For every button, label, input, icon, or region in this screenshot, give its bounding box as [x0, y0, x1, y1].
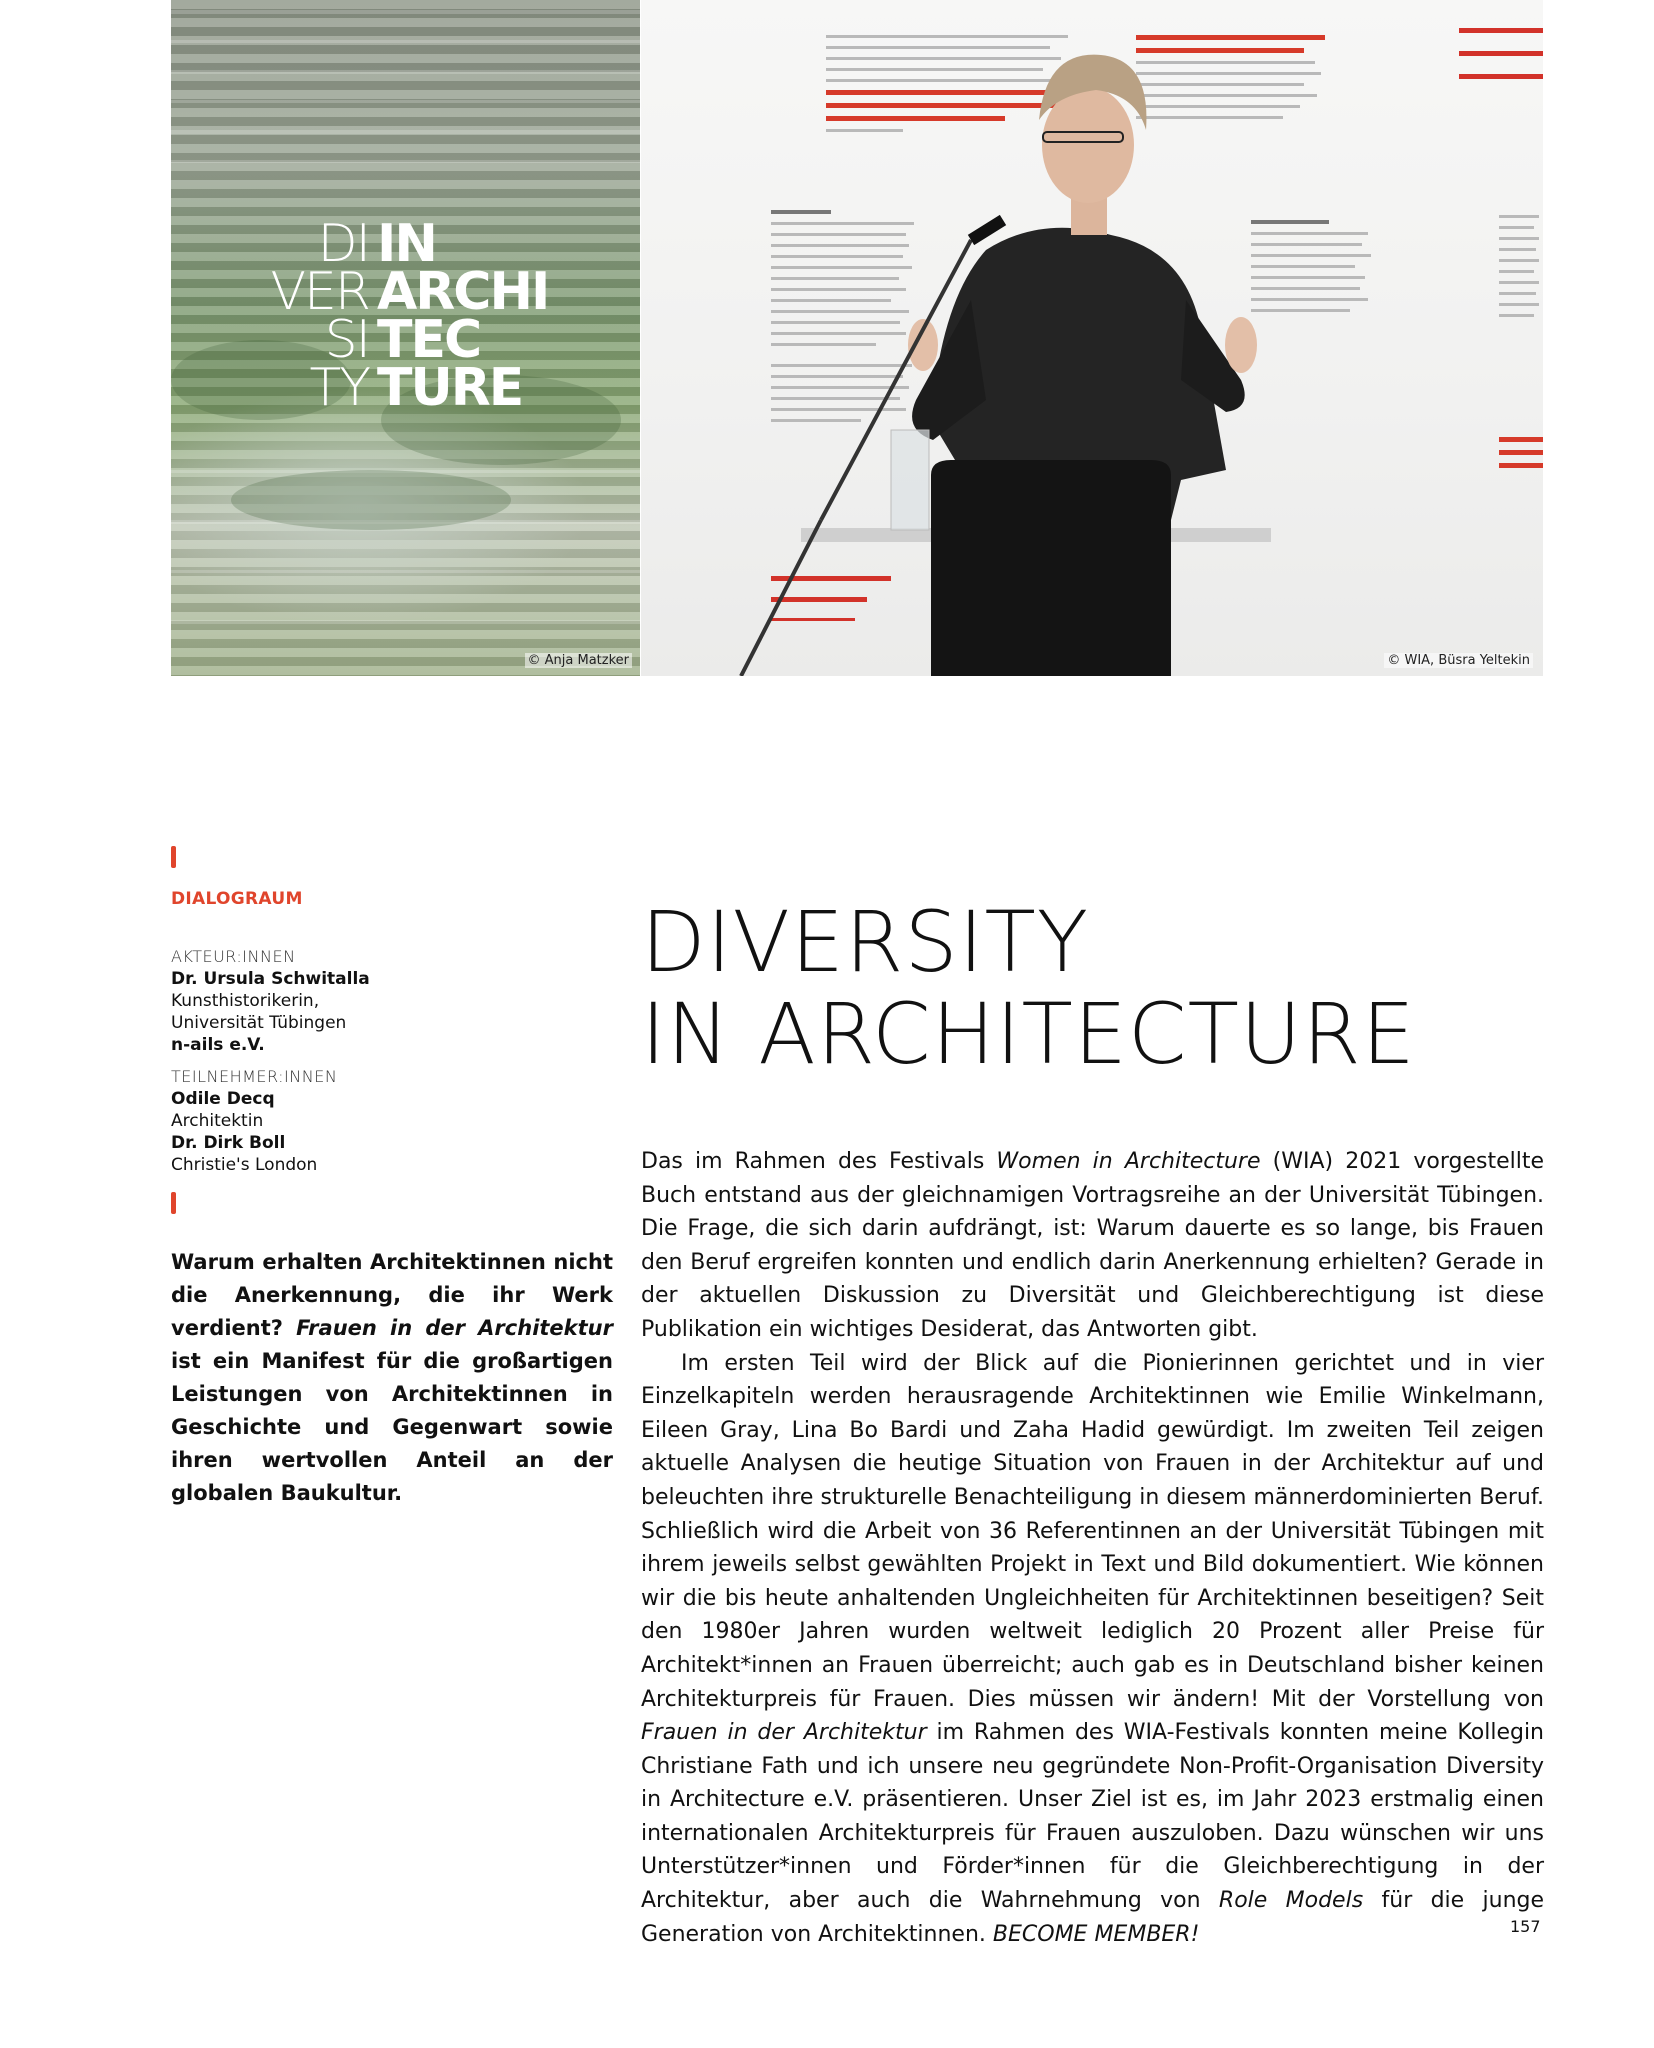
poster-right-4: TURE	[377, 358, 523, 418]
p2-text-a: Im ersten Teil wird der Blick auf die Pionierinnen gerichtet und in vier Einzelkapiteln werden herausragende Architektinnen wie Emilie Winkelmann, Eileen Gray, Lina Bo Bardi und Zaha Hadid gewürdigt. Im zweiten Teil zeigen aktuelle Analysen die heutige Situation von Frauen in der Architektur auf und beleuchten ihre strukturelle Benachteiligung in diesem männerdominierten Beruf. Schließlich wird die Arbeit von 36 Referentinnen an der Universität Tübingen mit ihrem jeweils selbst gewählten Projekt in Text und Bild dokumentiert. Wie können wir die bis heute anhaltenden Ungleichheiten für Architektinnen beseitigen? Seit den 1980er Jahren wurden weltweit lediglich 20 Prozent aller Preise für Architekt*innen an Frauen überreicht; auch gab es in Deutschland bisher keinen Architekturpreis für Frauen. Dies müssen wir ändern! Mit der Vorstellung von	[641, 1350, 1544, 1712]
actor-role-2: Universität Tübingen	[171, 1013, 347, 1033]
actor-org: n-ails e.V.	[171, 1035, 265, 1055]
page-number: 157	[1510, 1917, 1541, 1936]
actor-role-1: Kunsthistorikerin,	[171, 991, 320, 1011]
article-body	[641, 1145, 1544, 1951]
p1-italic: Women in Architecture	[996, 1149, 1261, 1174]
title-line-1: DIVERSITY	[641, 893, 1090, 991]
p2-italic-2: Role Models	[1218, 1888, 1364, 1914]
intro-part-1: Warum erhalten Architektinnen nicht die Anerkennung, die ihr Werk verdient?	[171, 1250, 613, 1340]
poster-image	[171, 0, 640, 676]
p2-italic-3: BECOME MEMBER!	[992, 1921, 1200, 1947]
intro-text	[171, 1246, 613, 1510]
poster-right-1: IN	[377, 214, 436, 274]
intro-book-title: Frauen in der Architektur	[296, 1316, 613, 1340]
participants-label: TEILNEHMER:INNEN	[171, 1067, 338, 1086]
paragraph-2	[641, 1347, 1544, 1952]
participant-1-role: Architektin	[171, 1111, 264, 1131]
poster-right-2: ARCHI	[377, 262, 549, 322]
poster-title	[237, 214, 597, 418]
poster-left-4: TY	[309, 358, 369, 418]
participant-1-name: Odile Decq	[171, 1089, 275, 1109]
poster-left-2: VER	[270, 262, 369, 322]
poster-left-3: SI	[324, 310, 369, 370]
actors-label: AKTEUR:INNEN	[171, 947, 296, 966]
image-credit-right: © WIA, Büsra Yeltekin	[1384, 653, 1533, 668]
accent-bar-bottom	[171, 1192, 176, 1214]
speaker-illustration	[641, 0, 1543, 676]
speaker-photo	[641, 0, 1543, 676]
accent-bar-top	[171, 846, 176, 868]
p2-text-c: für die junge Generation von Architektinnen.	[641, 1888, 1545, 1947]
page-title	[641, 893, 1416, 1083]
p1-text-a: Das im Rahmen des Festivals	[641, 1149, 997, 1174]
credits-block	[171, 946, 370, 1176]
intro-part-2: ist ein Manifest für die großartigen Leistungen von Architektinnen in Geschichte und Gegenwart sowie ihren wertvollen Anteil an der globalen Baukultur.	[171, 1349, 613, 1505]
image-credit-left: © Anja Matzker	[525, 653, 633, 668]
participant-2-name: Dr. Dirk Boll	[171, 1133, 286, 1153]
actor-name: Dr. Ursula Schwitalla	[171, 969, 370, 989]
p2-text-b: im Rahmen des WIA-Festivals konnten meine Kollegin Christiane Fath und ich unsere neu gegründete Non-Profit-Organisation Diversity in Architecture e.V. präsentieren. Unser Ziel ist es, im Jahr 2023 erstmalig einen internationalen Architekturpreis für Frauen auszuloben. Dazu wünschen wir uns Unterstützer*innen und Förder*innen für die Gleichberechtigung in der Architektur, aber auch die Wahrnehmung von	[641, 1720, 1544, 1914]
poster-right-3: TEC	[377, 310, 481, 370]
paragraph-1	[641, 1145, 1544, 1347]
p1-text-b: (WIA) 2021 vorgestellte Buch entstand aus der gleichnamigen Vortragsreihe an der Universität Tübingen. Die Frage, die sich darin aufdrängt, ist: Warum dauerte es so lange, bis Frauen den Beruf ergreifen konnten und endlich darin Anerkennung erhielten? Gerade in der aktuellen Diskussion zu Diversität und Gleichberechtigung ist diese Publikation ein wichtiges Desiderat, das Antworten gibt.	[641, 1149, 1544, 1342]
title-line-2: IN ARCHITECTURE	[641, 985, 1416, 1083]
section-label: DIALOGRAUM	[171, 889, 303, 909]
p2-italic-1: Frauen in der Architektur	[641, 1720, 927, 1746]
participant-2-role: Christie's London	[171, 1155, 318, 1175]
poster-left-1: DI	[317, 214, 369, 274]
